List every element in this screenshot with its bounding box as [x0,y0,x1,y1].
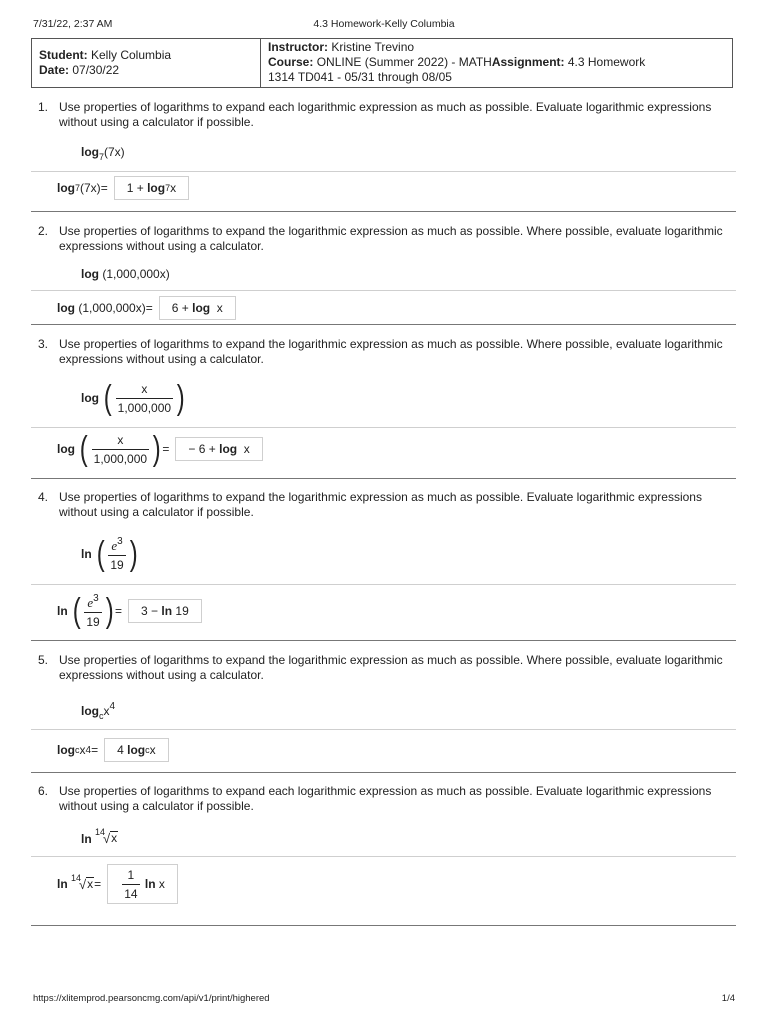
question-number: 4. [38,490,49,504]
question-expression: ln ( $\frac{e^3}{19}$ ) [81,534,138,573]
question-separator [31,211,736,212]
question-expression: $\log_7(7x)$ [81,145,125,162]
page-title: 4.3 Homework-Kelly Columbia [313,18,455,30]
question-expression: ln 14 √ x [81,827,118,846]
course-info [268,40,645,85]
question-text: Use properties of logarithms to expand each logarithmic expression as much as possible. Evaluate logarithmic expressions without using a calculator if possible. [59,784,712,813]
student-info [39,48,171,78]
fraction: $\frac{e^3}{19}$ [110,536,124,572]
question-number: 1. [38,100,49,114]
divider [31,856,736,857]
answer-row: log 7 (7x) = 1 + log 7 x [57,176,189,200]
question-separator [31,478,736,479]
question-expression: log ( $\frac{x}{1,000,000}$ ) [81,379,185,417]
radical: 14 √ x [95,827,118,846]
question-separator [31,640,736,641]
answer-row: log c x 4 = 4 log c x [57,738,169,762]
answer-box: 1 + log 7 x [114,176,189,200]
course-line2: 1314 TD041 - 05/31 through 08/05 [268,70,452,84]
instructor-label: Instructor: [268,40,328,54]
answer-box: − 6 + log x [175,437,262,461]
assignment-info-box [31,38,733,88]
answer-row: ln ( $\frac{e^3}{19}$ ) = 3 − ln 19 [57,592,202,629]
footer-url: https://xlitemprod.pearsoncmg.com/api/v1/print/highered [33,993,270,1004]
student-name: Kelly Columbia [91,48,172,62]
date-value: 07/30/22 [72,63,120,77]
student-label: Student: [39,48,88,62]
info-divider [260,39,261,87]
assignment-label: Assignment: [491,55,565,69]
question-number: 3. [38,337,49,351]
question-text: Use properties of logarithms to expand the logarithmic expression as much as possible. Evaluate logarithmic expressions without using a calculator if possible. [59,490,702,519]
question-number: 6. [38,784,49,798]
course-value: ONLINE (Summer 2022) - MATH [316,55,492,69]
fraction: $\frac{x}{1,000,000}$ [117,381,172,415]
divider [31,427,736,428]
question-text: Use properties of logarithms to expand the logarithmic expression as much as possible. Where possible, evaluate logarithmic expressions without using a calculator. [59,653,723,682]
answer-row: log ( $\frac{x}{1,000,000}$ ) = − 6 + log x [57,432,263,466]
fraction: $\frac{1}{14}$ [124,867,138,901]
answer-box: 3 − ln 19 [128,599,202,623]
assignment-value: 4.3 Homework [567,55,646,69]
page-number: 1/4 [721,993,735,1004]
answer-row: log (1,000,000x) = 6 + log x [57,296,236,320]
question-number: 5. [38,653,49,667]
divider [31,584,736,585]
answer-row: ln 14 √ x = $\frac{1}{14}$ ln x [57,864,178,904]
instructor-name: Kristine Trevino [331,40,415,54]
course-label: Course: [268,55,314,69]
question-expression: log (1,000,000x) [81,267,170,281]
question-number: 2. [38,224,49,238]
divider [31,171,736,172]
print-datetime: 7/31/22, 2:37 AM [33,18,113,30]
answer-box: 4 log c x [104,738,169,762]
question-expression: $\log_cx^4$ [81,701,116,721]
divider [31,729,736,730]
divider [31,290,736,291]
answer-box: 6 + log x [159,296,236,320]
radical: 14 √ x [71,872,94,892]
question-separator [31,925,736,926]
fraction: $\frac{e^3}{19}$ [86,593,100,629]
question-separator [31,772,736,773]
question-separator [31,324,736,325]
date-label: Date: [39,63,70,77]
answer-box: $\frac{1}{14}$ ln x [107,864,178,904]
fraction: $\frac{x}{1,000,000}$ [93,432,148,466]
question-text: Use properties of logarithms to expand each logarithmic expression as much as possible. Evaluate logarithmic expressions without using a calculator if possible. [59,100,712,129]
question-text: Use properties of logarithms to expand the logarithmic expression as much as possible. Where possible, evaluate logarithmic expressions without using a calculator. [59,337,723,366]
question-text: Use properties of logarithms to expand the logarithmic expression as much as possible. Where possible, evaluate logarithmic expressions without using a calculator. [59,224,723,253]
